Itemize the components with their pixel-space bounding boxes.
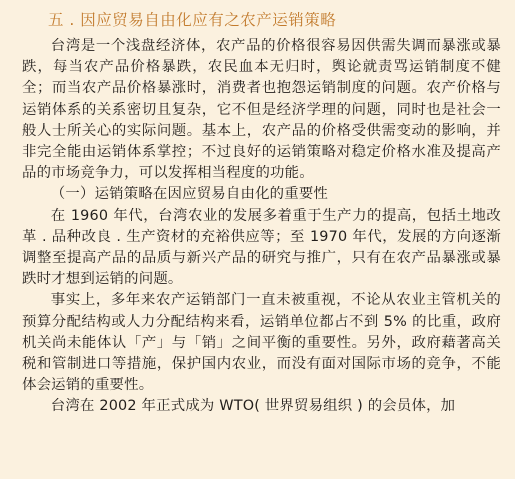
paragraph-neglect: 事实上，多年来农产运销部门一直未被重视，不论从农业主管机关的预算分配结构或人力分配结构来看，运销单位都占不到 5% 的比重，政府机关尚未能体认「产」与「销」之间平衡的重要性。另外，政府藉著高关税和管制进口等措施，保护国内农业，而没有面对国际市场的竞争，不能体会运销的重要性。 bbox=[22, 292, 501, 394]
paragraph-wto: 台湾在 2002 年正式成为 WTO( 世界贸易组织 ) 的会员体，加 bbox=[50, 398, 456, 415]
subsection-heading: （一）运销策略在因应贸易自由化的重要性 bbox=[50, 186, 329, 203]
paragraph-1960s: 在 1960 年代，台湾农业的发展多着重于生产力的提高，包括土地改革 . 品种改良 . 生产资材的充裕供应等；至 1970 年代，发展的方向逐渐调整至提高产品的品质与新兴产品的研究与推广，只有在农产品暴涨或暴跌时才想到运销的问题。 bbox=[22, 207, 501, 288]
section-heading: 五 . 因应贸易自由化应有之农产运销策略 bbox=[48, 11, 337, 29]
paragraph-intro: 台湾是一个浅盘经济体，农产品的价格很容易因供需失调而暴涨或暴跌，每当农产品价格暴跌，农民血本无归时，舆论就责骂运销制度不健全；而当农产品价格暴涨时，消费者也抱怨运销制度的问题。农产价格与运销体系的关系密切且复杂，它不但是经济学理的问题，同时也是社会一般人士所关心的实际问题。基本上，农产品的价格受供需变动的影响，并非完全能由运销体系掌控；不过良好的运销策略对稳定价格水准及提高产品的市场竞争力，可以发挥相当程度的功能。 bbox=[22, 38, 501, 182]
